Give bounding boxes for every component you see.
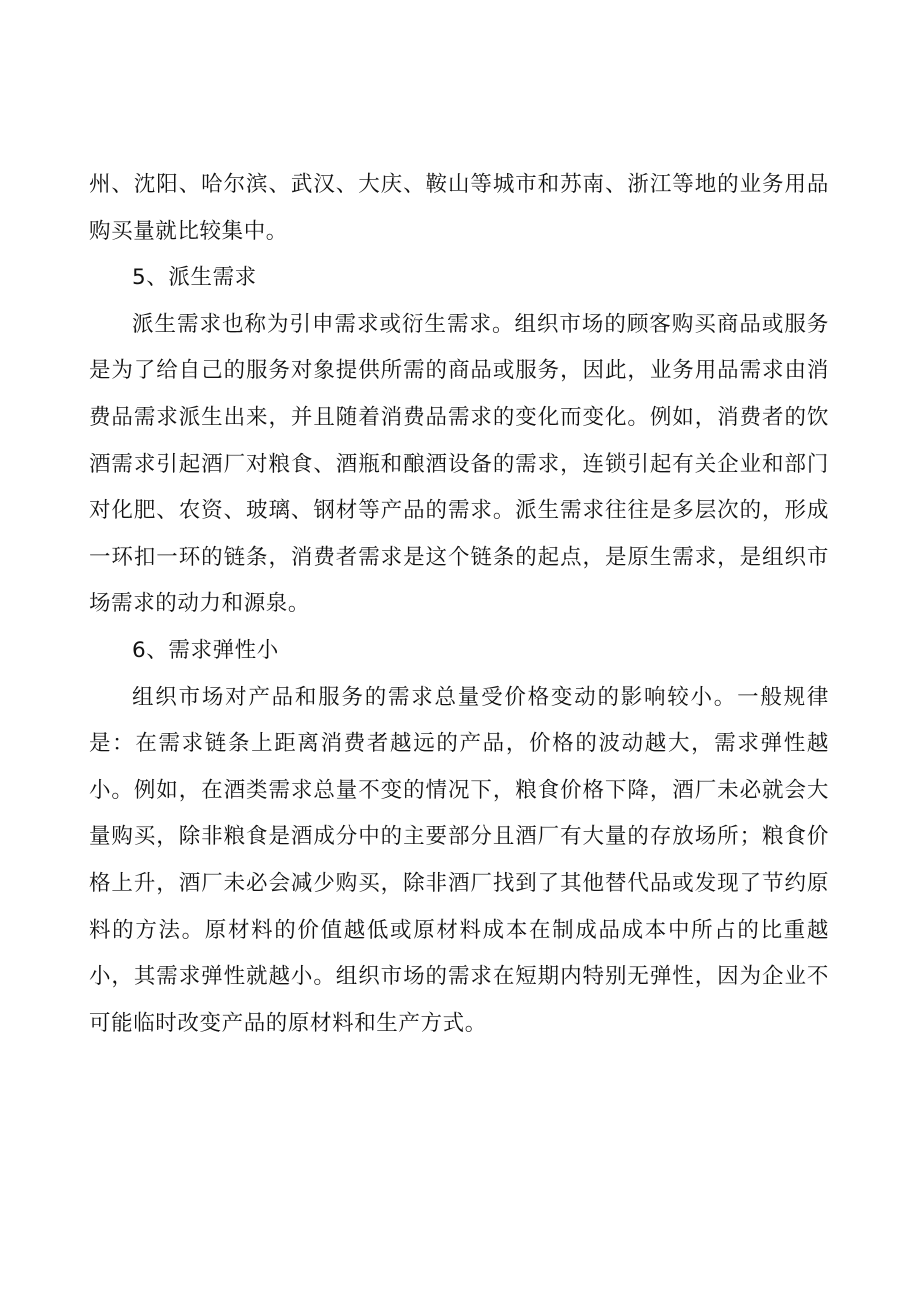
body-paragraph-continued: 州、沈阳、哈尔滨、武汉、大庆、鞍山等城市和苏南、浙江等地的业务用品购买量就比较集中。 — [89, 172, 829, 244]
body-paragraph-low-elasticity: 组织市场对产品和服务的需求总量受价格变动的影响较小。一般规律是：在需求链条上距离消费者越远的产品，价格的波动越大，需求弹性越小。例如，在酒类需求总量不变的情况下，粮食价格下降，酒厂未必就会大量购买，除非粮食是酒成分中的主要部分且酒厂有大量的存放场所；粮食价格上升，酒厂未必会减少购买，除非酒厂找到了其他替代品或发现了节约原料的方法。原材料的价值越低或原材料成本在制成品成本中所占的比重越小，其需求弹性就越小。组织市场的需求在短期内特别无弹性，因为企业不可能临时改变产品的原材料和生产方式。 — [89, 684, 829, 1036]
section-heading-low-elasticity: 6、需求弹性小 — [132, 637, 279, 663]
body-paragraph-derived-demand: 派生需求也称为引申需求或衍生需求。组织市场的顾客购买商品或服务是为了给自己的服务对象提供所需的商品或服务，因此，业务用品需求由消费品需求派生出来，并且随着消费品需求的变化而变化。例如，消费者的饮酒需求引起酒厂对粮食、酒瓶和酿酒设备的需求，连锁引起有关企业和部门对化肥、农资、玻璃、钢材等产品的需求。派生需求往往是多层次的，形成一环扣一环的链条，消费者需求是这个链条的起点，是原生需求，是组织市场需求的动力和源泉。 — [89, 311, 829, 617]
document-body — [89, 162, 829, 1047]
section-heading-derived-demand: 5、派生需求 — [132, 265, 257, 291]
